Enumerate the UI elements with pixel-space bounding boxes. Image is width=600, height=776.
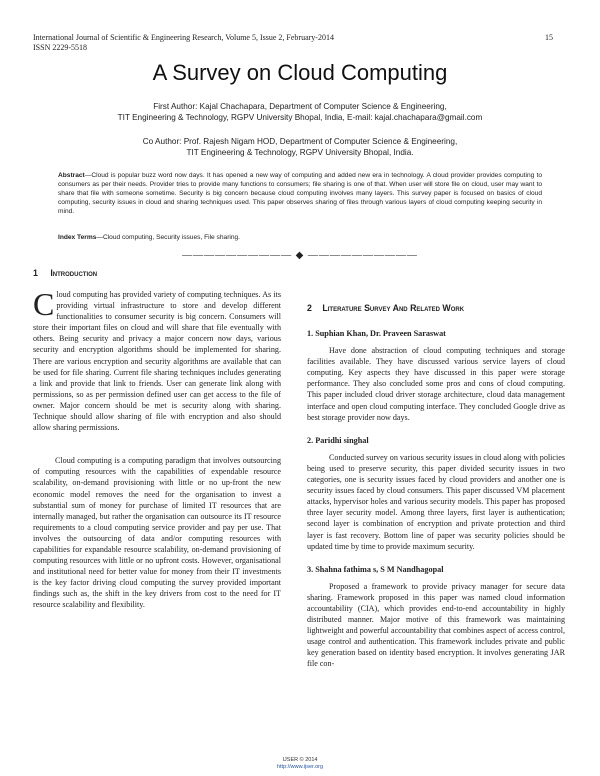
abstract-text: —Cloud is popular buzz word now days. It has opened a new way of computing and added new era in technology. A cloud provider provides computing to consumers as per their needs. Provider tries to provide many functions to consumers; file sharing is one of that. When user will store file on cloud, user may want to share that file with someone sometime. Security is big concern because cloud computing involves many layers. This survey paper is focused on basics of cloud computing, security issues in cloud and sharing techniques used. This paper observes sharing of files through various layers of cloud computing keeping security in mind. (58, 172, 542, 215)
survey-item-heading: 3. Shahna fathima s, S M Nandhagopal (307, 564, 444, 574)
abstract (58, 171, 542, 216)
drop-cap: C (33, 286, 55, 322)
survey-item-text: Proposed a framework to provide privacy manager for secure data sharing. Framework proposed in this paper was named cloud information accountability (CIA), which provides end-to-end accountability in highly distributed manner. Major motive of this framework was maintaining lightweight and powerful accountability that combines aspect of access control, usage control and authentication. This framework includes private and public key generation based on identity based encryption. It involves generating JAR file con- (307, 581, 565, 669)
section-2-number: 2 (307, 303, 312, 313)
section-1-title: Introduction (50, 268, 98, 278)
first-author-line1: First Author: Kajal Chachapara, Department of Computer Science & Engineering, (153, 102, 447, 111)
survey-item-text: Have done abstraction of cloud computing techniques and storage facilities available. They have discussed various service layers of cloud computing. Key aspects they have discussed in this paper were storage performance. They also concluded some pros and cons of cloud computing. This paper included cloud driver storage architecture, cloud data management interface and open cloud computing interface. They concluded Google drive as best storage provider now days. (307, 346, 565, 422)
section-2-title: Literature Survey And Related Work (322, 303, 465, 313)
survey-item-heading: 1. Suphian Khan, Dr. Praveen Saraswat (307, 329, 446, 338)
co-author (40, 136, 560, 158)
footer-url[interactable]: http://www.ijser.org (276, 764, 324, 770)
section-1-heading (33, 268, 97, 278)
journal-name: International Journal of Scientific & Engineering Research, Volume 5, Issue 2, February-2014 (33, 33, 334, 42)
index-terms (58, 234, 542, 241)
survey-item-heading: 2. Paridhi singhal (307, 435, 369, 445)
index-terms-text: —Cloud computing, Security issues, File sharing. (96, 234, 241, 241)
intro-paragraph-1 (33, 286, 281, 433)
first-author (40, 101, 560, 123)
co-author-line1: Co Author: Prof. Rajesh Nigam HOD, Department of Computer Science & Engineering, (142, 137, 458, 146)
first-author-line2: TIT Engineering & Technology, RGPV University Bhopal, India, E-mail: kajal.chachapara@gmail.com (117, 113, 483, 122)
section-2-body (307, 328, 565, 670)
section-1-body (33, 286, 281, 611)
section-separator: —————————— ◆ —————————— (182, 250, 418, 261)
abstract-label: Abstract (58, 172, 85, 179)
issn: ISSN 2229-5518 (33, 43, 88, 52)
index-terms-label: Index Terms (58, 234, 97, 241)
journal-header (33, 33, 334, 53)
section-2-heading (307, 303, 464, 313)
footer-copyright: IJSER © 2014 (282, 757, 318, 763)
section-1-number: 1 (33, 268, 38, 278)
co-author-line2: TIT Engineering & Technology, RGPV University Bhopal, India. (186, 148, 414, 157)
paper-title: A Survey on Cloud Computing (152, 60, 448, 85)
page-footer (0, 757, 600, 771)
survey-item-text: Conducted survey on various security issues in cloud along with policies being used to preserve security, this paper divided security issues in two categories, one is security issues faced by cloud providers and another one is security issues faced by cloud consumers. This paper discussed VM placement attacks, hypervisor holes and various security models. This paper has proposed three layer security model. Among three layers, first layer is authentication; second layer is combination of encryption and private protection and third layer is fast recovery. Bottom line of paper was security policies should be updated time by time to provide maximum security. (307, 452, 565, 551)
page-number: 15 (545, 33, 553, 42)
intro-paragraph-2: Cloud computing is a computing paradigm that involves outsourcing of computing resources with the capabilities of expendable resource scalability, on-demand provisioning with little or no up-front the new economic model removes the need for the organisation to invest a substantial sum of money for purchase of limited IT resources that are internally managed, but rather the organisation can outsource its IT resource requirements to a cloud computing service provider and pay per use. That involves the outsourcing of data and/or computing resources with capabilities for expandable resource scalability, on-demand provisioning of computing resources with little or no upfront costs. However, organisational and institutional need for better value for money from their IT investments is the key factor driving cloud computing the survey provided important findings such as, the shift in the key drivers from cost to the need for IT resource scalability and flexibility. (33, 456, 281, 610)
intro-paragraph-1-text: loud computing has provided variety of computing techniques. As its providing virtual infrastructure to store and develop different functionalities to consumer security is big concern. Consumers will store their important files on cloud and will share that file eventually with others. Being security and privacy a major concern now days, various security and encryption algorithms should be implemented for sharing. There are various encryption and security algorithms are available that can be used for file sharing. Current file sharing techniques includes generating a link and provide that link to friends. User can generate link along with permissions, so as per permission defined user can get access to the file of owner. Major concern should be met is security along with sharing. Technique should allow sharing of file with encryption and also should allow sharing permissions. (33, 290, 281, 433)
